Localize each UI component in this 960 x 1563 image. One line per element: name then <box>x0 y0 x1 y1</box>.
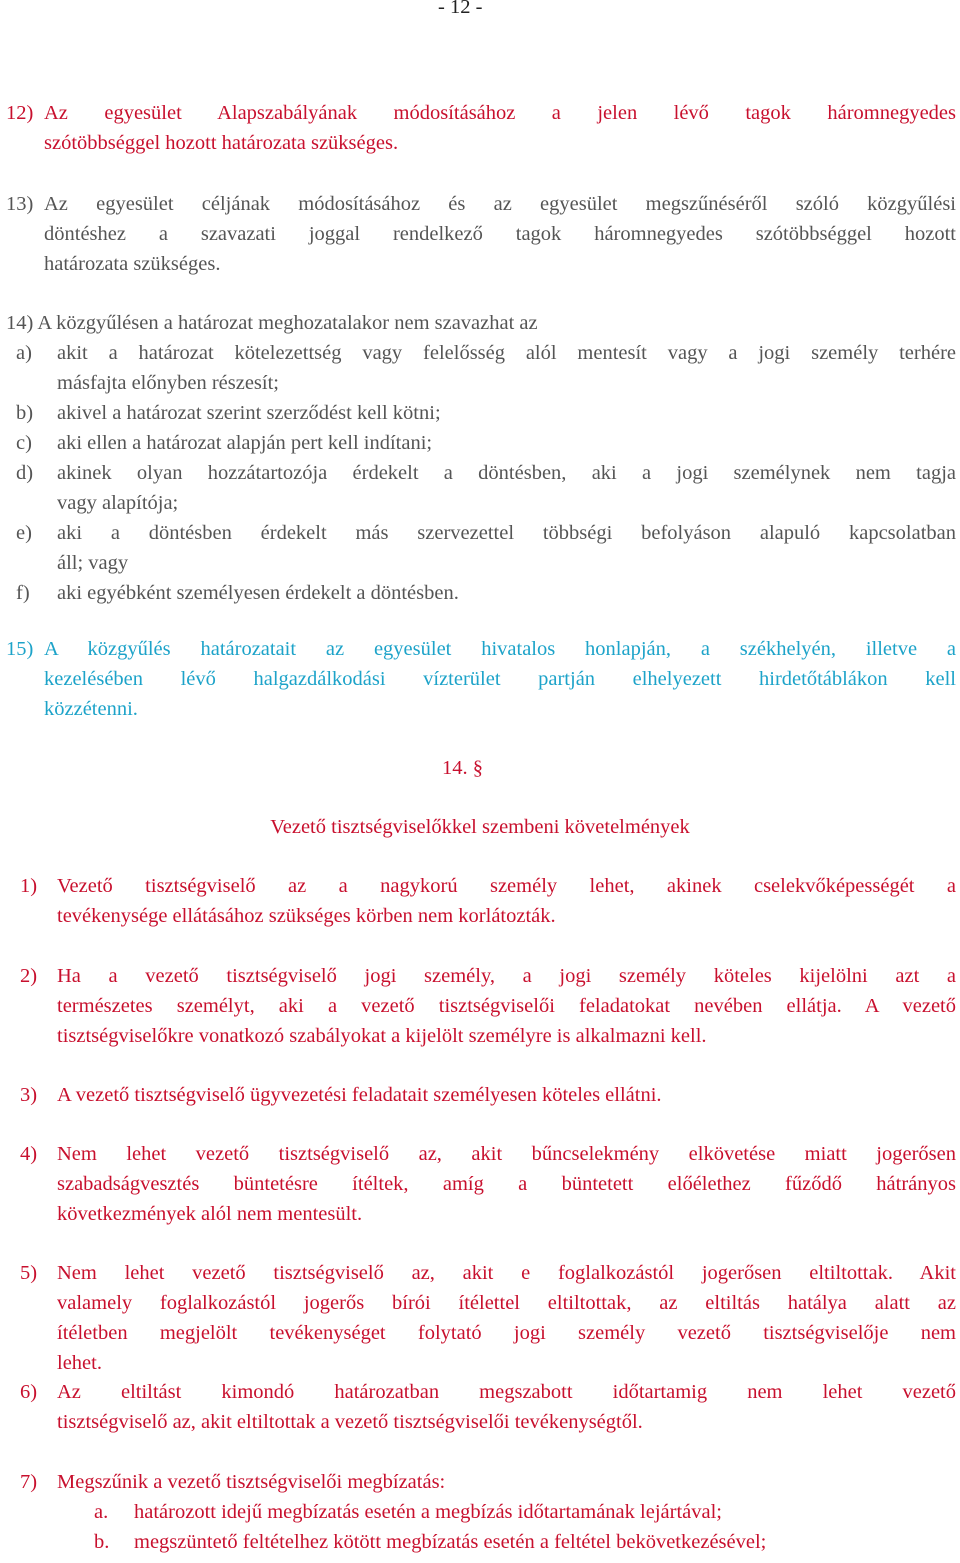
text-line: határozott idejű megbízatás esetén a megbízás időtartamának lejártával; <box>134 1501 722 1523</box>
list-item <box>20 1527 956 1557</box>
text-line: másfajta előnyben részesít; <box>57 372 279 394</box>
item-letter: a. <box>94 1501 109 1523</box>
list-item <box>6 518 956 578</box>
rule-number: 3) <box>20 1084 38 1106</box>
text-line: következmények alól nem mentesült. <box>57 1203 363 1225</box>
rule-number: 4) <box>20 1143 38 1165</box>
item-letter: c) <box>16 432 32 454</box>
text-line: áll; vagy <box>57 552 129 574</box>
paragraph-15 <box>6 634 956 724</box>
rule-3 <box>20 1080 956 1110</box>
text-line: döntéshez a szavazati joggal rendelkező tagok háromnegyedes szótöbbséggel hozott <box>44 223 956 245</box>
paragraph-intro <box>6 308 956 338</box>
paragraph-14 <box>6 308 956 608</box>
text-line: Az egyesület Alapszabályának módosításához a jelen lévő tagok háromnegyedes <box>44 102 956 124</box>
item-letter: e) <box>16 522 32 544</box>
text-line: ítéletben megjelölt tevékenységet folytató jogi személy vezető tisztségviselője nem <box>57 1322 956 1344</box>
item-letter: b) <box>16 402 34 424</box>
paragraph-12 <box>6 98 956 158</box>
rule-2 <box>20 961 956 1051</box>
text-line: tisztségviselő az, akit eltiltottak a vezető tisztségviselői tevékenységtől. <box>57 1411 643 1433</box>
paragraph-13 <box>6 189 956 279</box>
section-number: 14. § <box>442 757 483 779</box>
text-line: aki ellen a határozat alapján pert kell indítani; <box>57 432 433 454</box>
paragraph-number: 13) <box>6 193 34 215</box>
rule-7-list <box>20 1497 956 1557</box>
rule-4 <box>20 1139 956 1229</box>
text-line: aki a döntésben érdekelt más szervezettel többségi befolyáson alapuló kapcsolatban <box>57 522 956 544</box>
text-line: Az egyesület céljának módosításához és az egyesület megszűnéséről szóló közgyűlési <box>44 193 956 215</box>
rule-number: 2) <box>20 965 38 987</box>
rule-number: 6) <box>20 1381 38 1403</box>
item-letter: b. <box>94 1531 110 1553</box>
exclusion-list <box>6 338 956 608</box>
text-line: akinek olyan hozzátartozója érdekelt a döntésben, aki a jogi személynek nem tagja <box>57 462 956 484</box>
text-line: akivel a határozat szerint szerződést kell kötni; <box>57 402 441 424</box>
text-line: természetes személyt, aki a vezető tisztségviselői feladatokat nevében ellátja. A vezető <box>57 995 956 1017</box>
text-line: lehet. <box>57 1352 102 1374</box>
text-line: akit a határozat kötelezettség vagy felelősség alól mentesít vagy a jogi személy terhére <box>57 342 956 364</box>
paragraph-number: 14) <box>6 312 34 334</box>
text-line: vagy alapítója; <box>57 492 179 514</box>
text-line: tisztségviselőkre vonatkozó szabályokat a kijelölt személyre is alkalmazni kell. <box>57 1025 707 1047</box>
text-line: megszüntető feltételhez kötött megbízatás esetén a feltétel bekövetkezésével; <box>134 1531 767 1553</box>
text-line: Nem lehet vezető tisztségviselő az, akit bűncselekmény elkövetése miatt jogerősen <box>57 1143 956 1165</box>
text-line: Ha a vezető tisztségviselő jogi személy, a jogi személy köteles kijelölni azt a <box>57 965 956 987</box>
list-item <box>6 578 956 608</box>
item-letter: f) <box>16 582 30 604</box>
intro-text: A közgyűlésen a határozat meghozatalakor nem szavazhat az <box>37 312 538 334</box>
rule-1 <box>20 871 956 931</box>
text-line: tevékenysége ellátásához szükséges körben nem korlátozták. <box>57 905 556 927</box>
list-item <box>20 1497 956 1527</box>
paragraph-number: 12) <box>6 102 34 124</box>
text-line: Vezető tisztségviselő az a nagykorú személy lehet, akinek cselekvőképességét a <box>57 875 956 897</box>
list-item <box>6 428 956 458</box>
rule-7 <box>20 1467 956 1557</box>
section-title: Vezető tisztségviselőkkel szembeni követelmények <box>270 816 690 838</box>
text-line: szabadságvesztés büntetésre ítéltek, amíg a büntetett előélethez fűződő hátrányos <box>57 1173 956 1195</box>
paragraph-number: 15) <box>6 638 34 660</box>
rule-number: 5) <box>20 1262 38 1284</box>
rule-5 <box>20 1258 956 1378</box>
list-item <box>6 338 956 398</box>
text-line: közzétenni. <box>44 698 138 720</box>
list-item <box>6 398 956 428</box>
item-letter: a) <box>16 342 32 364</box>
page-number: - 12 - <box>438 0 483 18</box>
text-line: Nem lehet vezető tisztségviselő az, akit e foglalkozástól jogerősen eltiltottak. Akit <box>57 1262 956 1284</box>
rule-number: 1) <box>20 875 38 897</box>
list-item <box>6 458 956 518</box>
text-line: valamely foglalkozástól jogerős bírói ítélettel eltiltottak, az eltiltás hatálya alatt az <box>57 1292 956 1314</box>
text-line: Az eltiltást kimondó határozatban megszabott időtartamig nem lehet vezető <box>57 1381 956 1403</box>
text-line: A vezető tisztségviselő ügyvezetési feladatait személyesen köteles ellátni. <box>57 1084 662 1106</box>
text-line: Megszűnik a vezető tisztségviselői megbízatás: <box>57 1471 446 1493</box>
text-line: aki egyébként személyesen érdekelt a döntésben. <box>57 582 459 604</box>
rule-6 <box>20 1377 956 1437</box>
text-line: A közgyűlés határozatait az egyesület hivatalos honlapján, a székhelyén, illetve a <box>44 638 956 660</box>
text-line: kezelésében lévő halgazdálkodási vízterület partján elhelyezett hirdetőtáblákon kell <box>44 668 956 690</box>
text-line: szótöbbséggel hozott határozata szükséges. <box>44 132 399 154</box>
item-letter: d) <box>16 462 34 484</box>
rule-number: 7) <box>20 1471 38 1493</box>
text-line: határozata szükséges. <box>44 253 221 275</box>
